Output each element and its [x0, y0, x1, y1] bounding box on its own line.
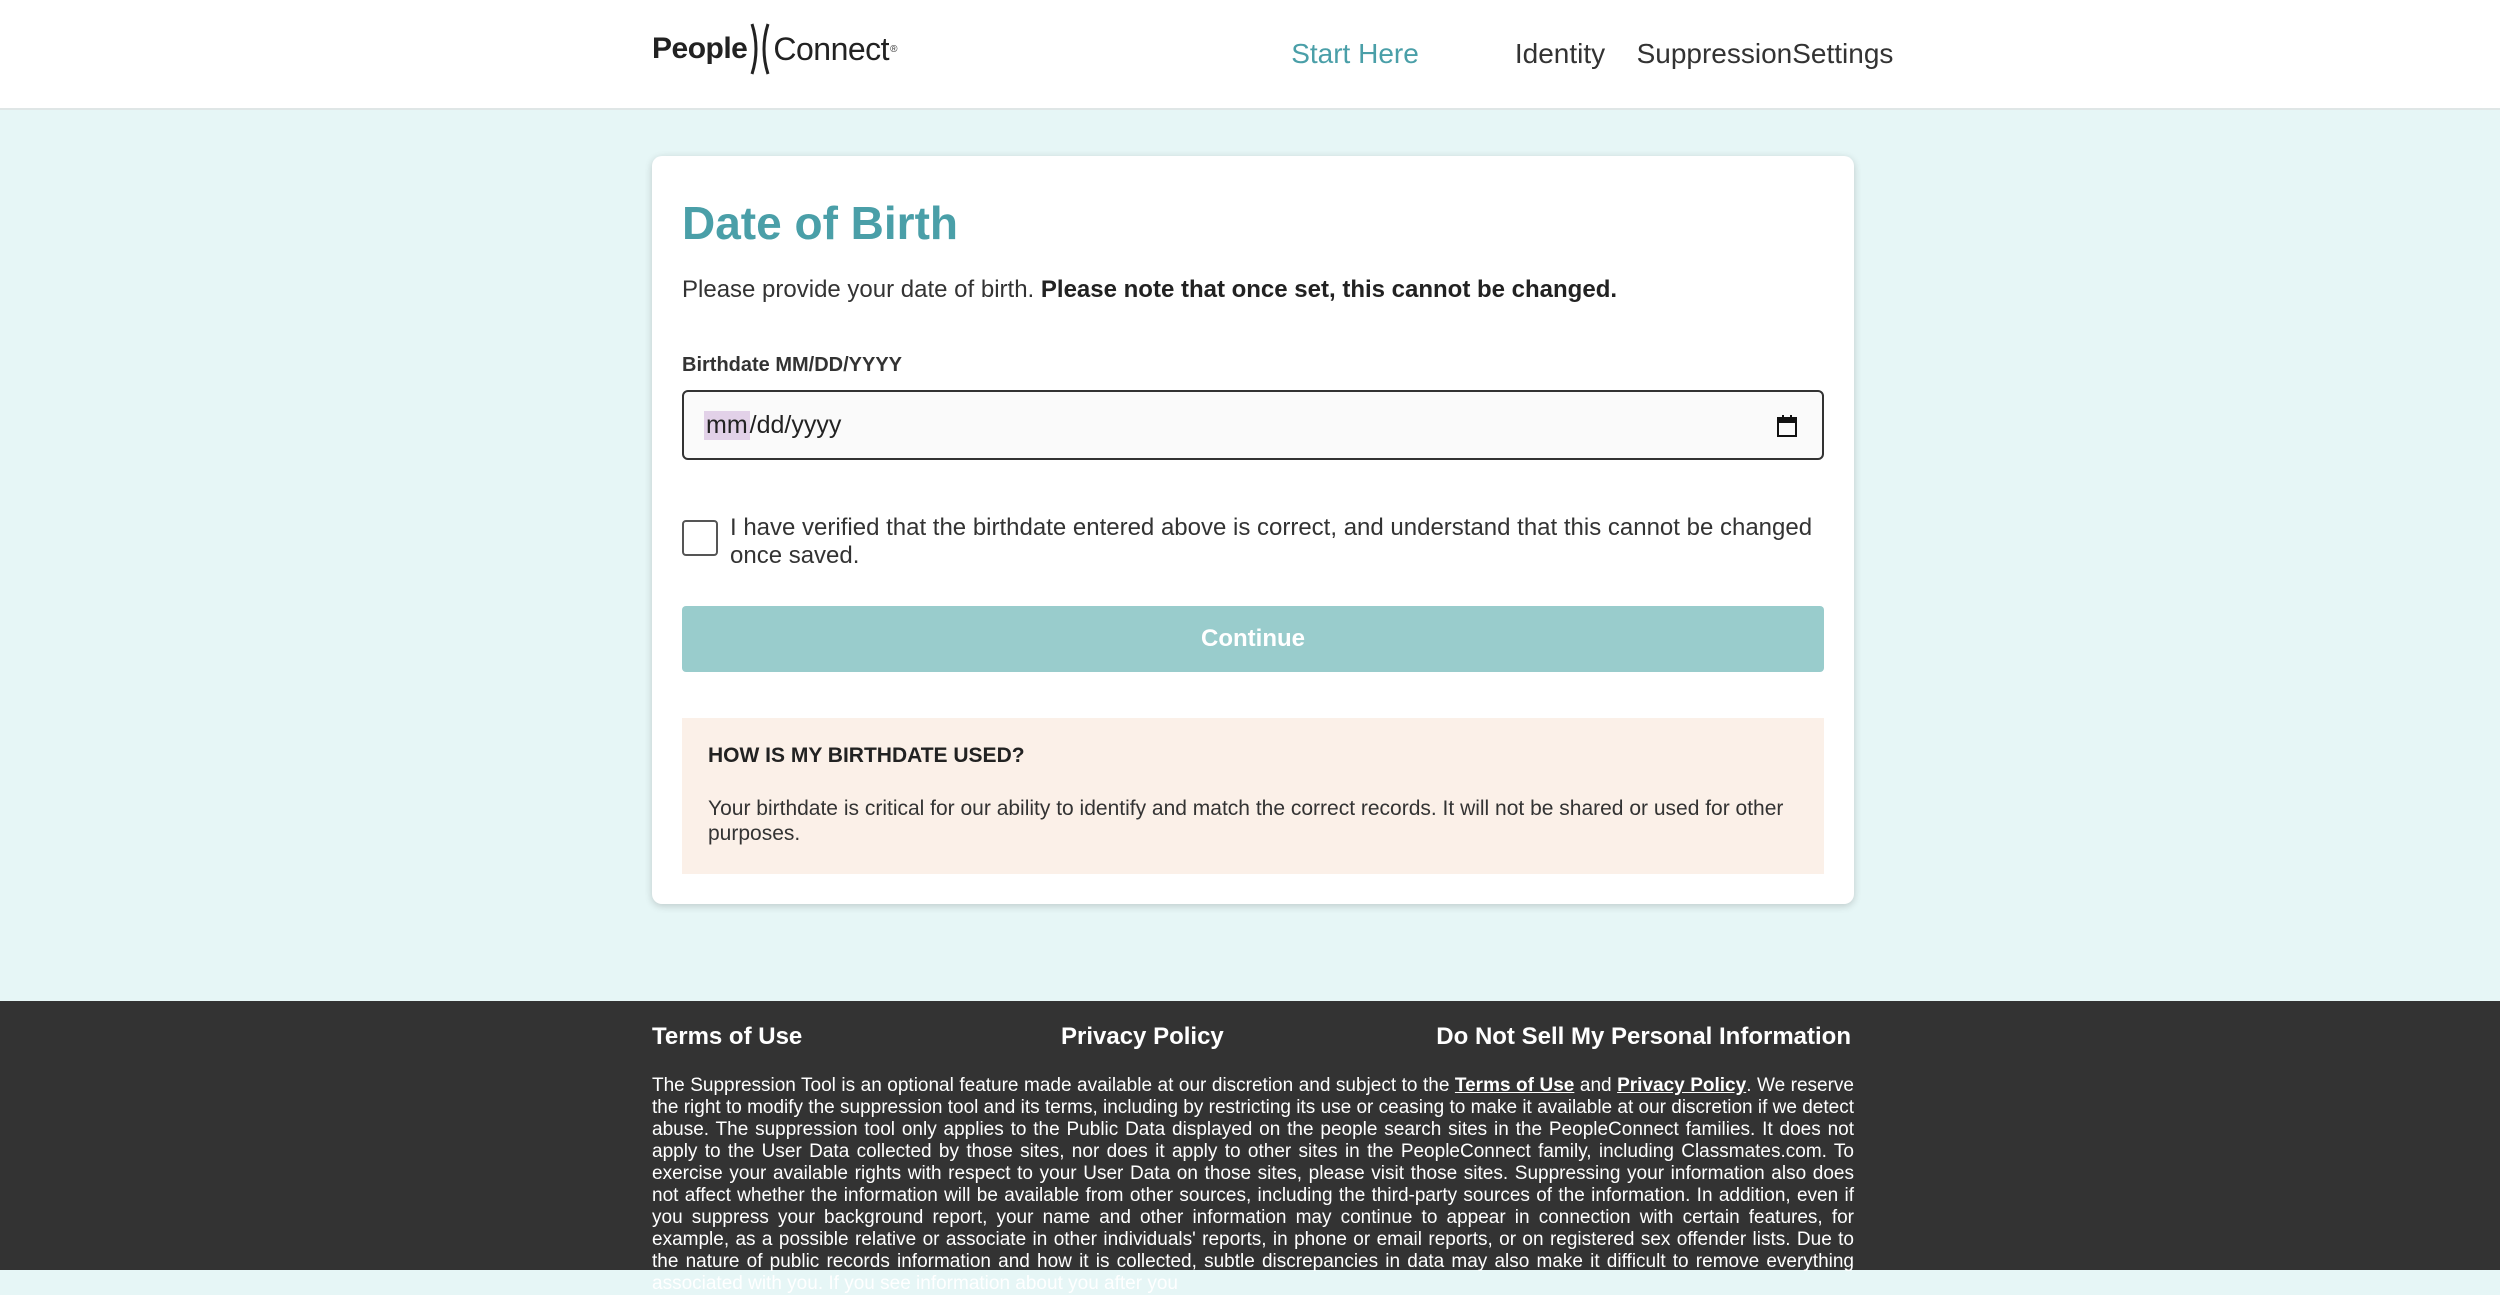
- logo-trademark: ®: [890, 43, 898, 55]
- footer-privacy-link[interactable]: Privacy Policy: [1061, 1023, 1224, 1050]
- legal-privacy-link[interactable]: Privacy Policy: [1617, 1075, 1747, 1096]
- legal-and: and: [1579, 1075, 1612, 1096]
- peopleconnect-logo[interactable]: [652, 22, 897, 76]
- birthdate-rest-segment[interactable]: /dd/yyyy: [749, 410, 842, 439]
- footer-terms-link[interactable]: Terms of Use: [652, 1023, 803, 1050]
- legal-terms-link[interactable]: Terms of Use: [1454, 1075, 1575, 1096]
- nav-suppression-line2: Settings: [1792, 38, 1894, 69]
- logo-connect-text: Connect: [773, 30, 890, 67]
- intro-plain: Please provide your date of birth.: [682, 276, 1035, 303]
- info-text: Your birthdate is critical for our ability to identify and match the correct records. It will not be shared or used for other purposes.: [708, 797, 1784, 845]
- info-heading: HOW IS MY BIRTHDATE USED?: [708, 744, 1025, 767]
- logo-x-icon: [749, 22, 771, 76]
- legal-disclaimer: [652, 1075, 1854, 1295]
- legal-text-part2: . We reserve the right to modify the suppression tool and its terms, including by restricting its use or ceasing to make it available at our discretion if we detect abuse. The suppression tool only applies to the Public Data displayed on the people search sites in the PeopleConnect families. It does not apply to the User Data collected by those sites, nor does it apply to other sites in the PeopleConnect family, including Classmates.com. To exercise your available rights with respect to your User Data on those sites, please visit those sites. Suppressing your information also does not affect whether the information will be available from other sources, including the third-party sources of the information. In addition, even if you suppress your background report, your name and other information may continue to appear in connection with certain features, for example, as a possible relative or associate in other individuals' reports, in phone or email reports, or on registered sex offender lists. Due to the nature of public records information and how it is collected, subtle discrepancies in data may also make it difficult to remove everything associated with you. If you see information about you after you: [652, 1075, 1854, 1294]
- nav-identity[interactable]: Identity: [1514, 38, 1606, 69]
- logo-people-text: People: [652, 32, 748, 65]
- birthdate-info-box: [682, 718, 1824, 874]
- verify-checkbox-label[interactable]: I have verified that the birthdate entered above is correct, and understand that this cannot be changed once saved.: [730, 514, 1813, 569]
- intro-text: [682, 276, 1617, 304]
- site-footer: [0, 1001, 2500, 1294]
- intro-warning: Please note that once set, this cannot be changed.: [1040, 276, 1618, 303]
- birthdate-label: Birthdate MM/DD/YYYY: [682, 354, 903, 376]
- page-title: Date of Birth: [682, 197, 958, 249]
- nav-start-here[interactable]: Start Here: [1291, 38, 1419, 69]
- calendar-icon[interactable]: [1776, 414, 1798, 438]
- birthdate-month-segment[interactable]: mm: [706, 410, 748, 439]
- birthdate-input[interactable]: [682, 390, 1824, 460]
- nav-suppression-settings[interactable]: [1636, 0, 1894, 108]
- continue-button[interactable]: Continue: [682, 606, 1824, 672]
- verify-checkbox[interactable]: [682, 520, 718, 556]
- nav-suppression-line1: Suppression: [1636, 38, 1793, 69]
- footer-do-not-sell-link[interactable]: Do Not Sell My Personal Information: [1436, 1023, 1851, 1050]
- legal-text-part1: The Suppression Tool is an optional feature made available at our discretion and subject to the: [652, 1075, 1450, 1096]
- date-of-birth-card: [652, 156, 1854, 904]
- site-header: [0, 0, 2500, 110]
